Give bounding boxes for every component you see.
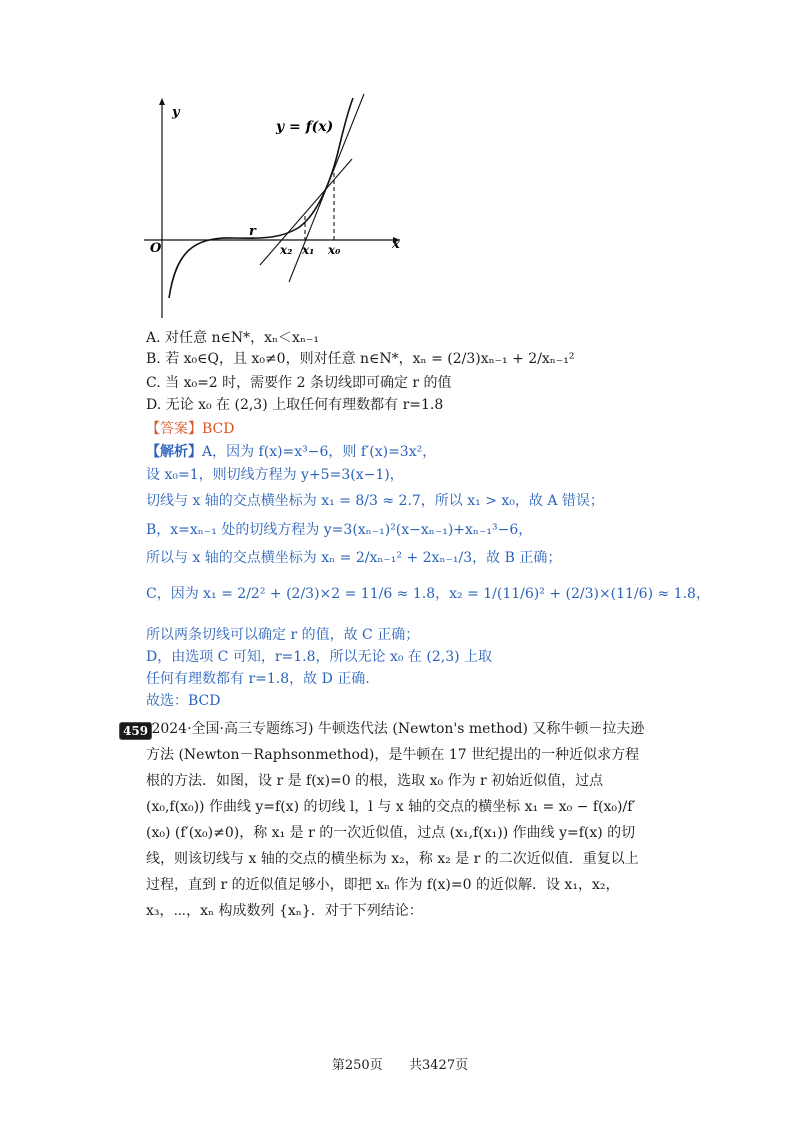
solution-line-2: 设 x₀=1，则切线方程为 y+5=3(x−1)， bbox=[146, 467, 404, 483]
option-c: C. 当 x₀=2 时，需要作 2 条切线即可确定 r 的值 bbox=[146, 375, 452, 391]
option-b: B. 若 x₀∈Q，且 x₀≠0，则对任意 n∈N*，xₙ = (2/3)xₙ₋₁ + 2/xₙ₋₁² bbox=[146, 351, 575, 367]
answer-line bbox=[146, 420, 234, 438]
solution-line-10: 故选：BCD bbox=[146, 693, 221, 709]
solution-line-1 bbox=[146, 443, 436, 461]
solution-line-4: B，x=xₙ₋₁ 处的切线方程为 y=3(xₙ₋₁)²(x−xₙ₋₁)+xₙ₋₁³−6， bbox=[146, 522, 533, 538]
origin-label: O bbox=[150, 241, 162, 256]
solution-line-6: C，因为 x₁ = 2/2² + (2/3)×2 = 11/6 ≈ 1.8，x₂ = 1/(11/6)² + (2/3)×(11/6) ≈ 1.8， bbox=[146, 586, 710, 602]
x0-label: x₀ bbox=[328, 243, 341, 257]
r-label: r bbox=[249, 224, 256, 239]
newton-method-figure bbox=[138, 92, 408, 322]
x2-label: x₂ bbox=[280, 243, 293, 257]
solution-line-5: 所以与 x 轴的交点横坐标为 xₙ = 2/xₙ₋₁² + 2xₙ₋₁/3，故 B 正确； bbox=[146, 550, 562, 566]
question-text: (2024·全国·高三专题练习) 牛顿迭代法 (Newton's method) 又称牛顿－拉夫逊方法 (Newton－Raphsonmethod)，是牛顿在 17 世纪提出的一种近似求方程根的方法．如图，设 r 是 f(x)=0 的根，选取 x₀ 作为 r 初始近似值，过点 (x₀,f(x₀)) 作曲线 y=f(x) 的切线 l，l 与 x 轴的交点的横坐标 x₁ = x₀ − f(x₀)/f′(x₀) (f′(x₀)≠0)，称 x₁ 是 r 的一次近似值，过点 (x₁,f(x₁)) 作曲线 y=f(x) 的切线，则该切线与 x 轴的交点的横坐标为 x₂，称 x₂ 是 r 的二次近似值．重复以上过程，直到 r 的近似值足够小，即把 xₙ 作为 f(x)=0 的近似解．设 x₁，x₂，x₃，⋯，xₙ 构成数列 {xₙ}．对于下列结论： bbox=[146, 721, 645, 919]
answer-value: BCD bbox=[202, 421, 235, 437]
option-d: D. 无论 x₀ 在 (2,3) 上取任何有理数都有 r=1.8 bbox=[146, 397, 444, 413]
x-axis-label: x bbox=[392, 237, 400, 252]
answer-tag: 【答案】 bbox=[146, 421, 202, 437]
option-a: A. 对任意 n∈N*，xₙ＜xₙ₋₁ bbox=[146, 330, 319, 346]
y-axis-arrow-icon bbox=[159, 98, 165, 105]
solution-line-7: 所以两条切线可以确定 r 的值，故 C 正确； bbox=[146, 627, 420, 643]
solution-line-9: 任何有理数都有 r=1.8，故 D 正确. bbox=[146, 671, 370, 687]
solution-text-1: A，因为 f(x)=x³−6，则 f′(x)=3x²， bbox=[202, 444, 437, 460]
func-label: y = f(x) bbox=[276, 119, 334, 135]
y-axis-label: y bbox=[172, 105, 180, 120]
solution-tag: 【解析】 bbox=[146, 444, 202, 460]
page-footer bbox=[0, 1054, 800, 1073]
solution-line-8: D，由选项 C 可知，r=1.8，所以无论 x₀ 在 (2,3) 上取 bbox=[146, 649, 493, 665]
page-total: 共3427页 bbox=[409, 1058, 469, 1073]
page-number: 第250页 bbox=[331, 1058, 383, 1073]
question-number: 459 bbox=[119, 722, 152, 740]
x1-label: x₁ bbox=[302, 243, 315, 257]
solution-line-3: 切线与 x 轴的交点横坐标为 x₁ = 8/3 ≈ 2.7，所以 x₁ > x₀，故 A 错误； bbox=[146, 493, 604, 509]
